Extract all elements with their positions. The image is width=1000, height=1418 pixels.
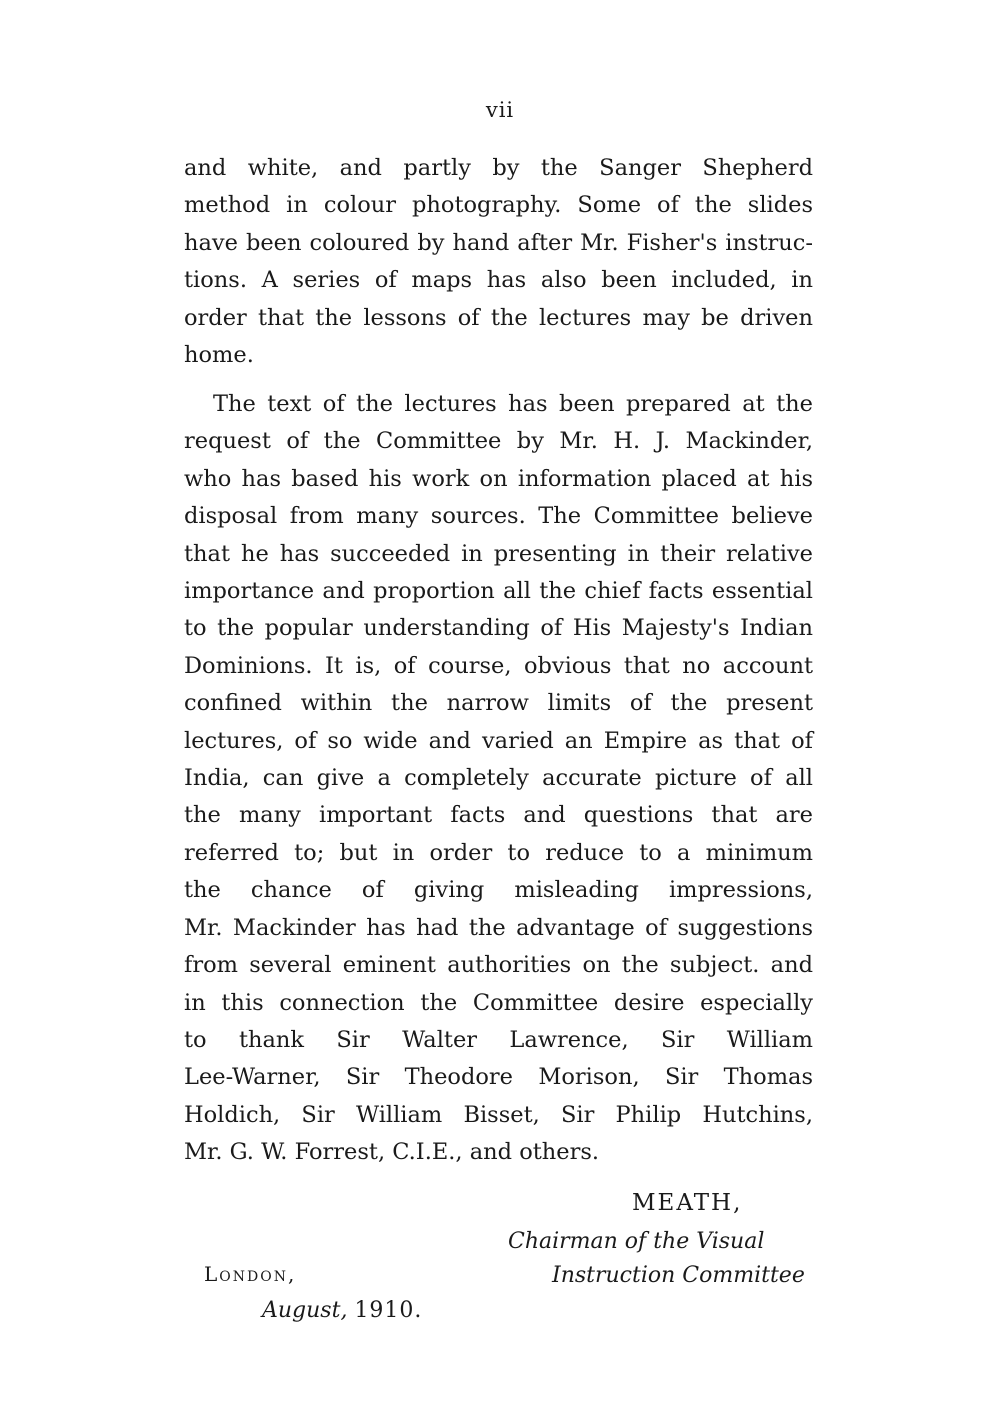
text-line: have been coloured by hand after Mr. Fisher's instruc- [184, 229, 813, 256]
text-line: to the popular understanding of His Majesty's Indian [184, 615, 813, 642]
text-line: method in colour photography. Some of the slides [184, 192, 813, 219]
paragraph-2 [184, 386, 813, 1172]
text-line: Dominions. It is, of course, obvious that no account [184, 652, 813, 679]
text-line: the many important facts and questions that are [184, 802, 813, 829]
text-line: order that the lessons of the lectures may be driven [184, 304, 813, 331]
text-line: request of the Committee by Mr. H. J. Mackinder, [184, 428, 813, 455]
dateline-place: London, [204, 1262, 297, 1286]
dateline-date [262, 1298, 422, 1323]
dateline-year: 1910. [354, 1298, 423, 1323]
dateline-month: August, [262, 1298, 348, 1323]
text-line: the chance of giving misleading impressions, [184, 877, 813, 904]
text-line: disposal from many sources. The Committee believe [184, 503, 813, 530]
text-line: from several eminent authorities on the subject. and [184, 952, 813, 979]
text-line: and white, and partly by the Sanger Shepherd [184, 155, 813, 181]
text-line: referred to; but in order to reduce to a minimum [184, 839, 813, 866]
page-number: vii [485, 98, 515, 122]
text-line: lectures, of so wide and varied an Empire as that of [184, 727, 813, 754]
text-line: home. [184, 342, 254, 369]
signature-title-line-1: Chairman of the Visual [508, 1229, 765, 1254]
text-line: Holdich, Sir William Bisset, Sir Philip Hutchins, [184, 1101, 813, 1128]
text-line: Lee-Warner, Sir Theodore Morison, Sir Thomas [184, 1064, 813, 1091]
paragraph-1 [184, 150, 813, 374]
text-line: to thank Sir Walter Lawrence, Sir William [184, 1026, 813, 1053]
signature-name: MEATH, [632, 1190, 743, 1216]
signature-title [508, 1225, 805, 1293]
text-line: that he has succeeded in presenting in their relative [184, 540, 813, 567]
text-line: Mr. Mackinder has had the advantage of suggestions [184, 914, 813, 941]
signature-title-line-2: Instruction Committee [552, 1263, 805, 1288]
text-line: tions. A series of maps has also been included, in [184, 267, 813, 294]
text-line: importance and proportion all the chief facts essential [184, 578, 813, 605]
text-line: The text of the lectures has been prepared at the [213, 391, 813, 417]
text-line: India, can give a completely accurate picture of all [184, 765, 813, 792]
text-line: in this connection the Committee desire especially [184, 989, 813, 1016]
text-line: who has based his work on information placed at his [184, 465, 813, 492]
text-line: Mr. G. W. Forrest, C.I.E., and others. [184, 1139, 600, 1166]
text-line: confined within the narrow limits of the present [184, 690, 813, 717]
